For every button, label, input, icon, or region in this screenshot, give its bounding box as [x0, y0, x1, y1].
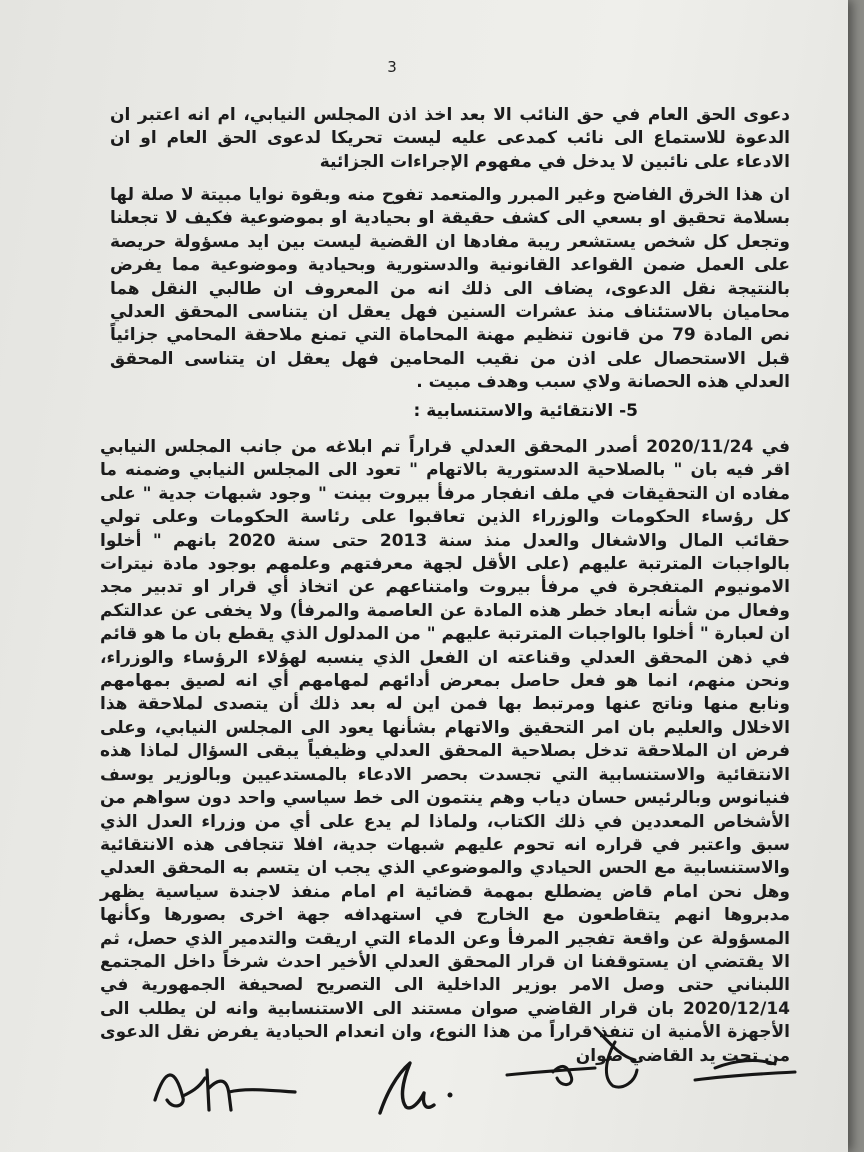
paragraph-intro [110, 104, 790, 174]
paragraph-text: ان هذا الخرق الفاضح وغير المبرر والمتعمد تفوح منه وبقوة نوايا مبيتة لا صلة لها بسلامة تحقيق او بسعي الى كشف حقيقة او بحيادية او بموضوعية فكيف لا تجعلنا وتجعل كل شخص يستشعر ريبة مفادها ان القضية ليست بين ايد مسؤولة حريصة على العمل ضمن القواعد القانونية والدستورية وبحيادية وموضوعية مما يفرض بالنتيجة نقل الدعوى، يضاف الى ذلك انه من المعروف ان طالبي النقل هما محاميان بالاستئناف منذ عشرات السنين فهل يعقل ان يتناسى المحقق العدلي نص المادة 79 من قانون تنظيم مهنة المحاماة التي تمنع ملاحقة المحامي جزائياً قبل الاستحصال على اذن من نقيب المحامين فهل يعقل ان يتناسى المحقق العدلي هذه الحصانة ولاي سبب وهدف مبيت . [110, 185, 790, 393]
signature-right [495, 1020, 805, 1105]
paragraph-breach [110, 184, 790, 395]
section-heading: 5- الانتقائية والاستنسابية : [413, 401, 638, 421]
paragraph-text: دعوى الحق العام في حق النائب الا بعد اخذ اذن المجلس النيابي، ام انه اعتبر ان الدعوة للاستماع الى نائب كمدعى عليه ليست تحريكا لدعوى الحق العام او ان الادعاء على نائبين لا يدخل في مفهوم الإجراءات الجزائية [110, 105, 790, 172]
page-number: 3 [387, 58, 397, 76]
paragraph-text: في 2020/11/24 أصدر المحقق العدلي قراراً تم ابلاغه من جانب المجلس النيابي اقر فيه بان " بالصلاحية الدستورية بالاتهام " تعود الى المجلس النيابي وضمنه ما مفاده ان التحقيقات في ملف انفجار مرفأ بيروت بينت " وجود شبهات جدية " على كل رؤساء الحكومات والوزراء الذين تعاقبوا على رئاسة الحكومات وعلى تولي حقائب المال والاشغال والعدل منذ سنة 2013 حتى سنة 2020 بانهم " أخلوا بالواجبات المترتبة عليهم (على الأقل لجهة معرفتهم وعلمهم بوجود مادة نيترات الامونيوم المتفجرة في مرفأ بيروت وامتناعهم عن اتخاذ أي قرار او تدبير مجد وفعال من شأنه ابعاد خطر هذه المادة عن العاصمة والمرفأ) ولا يخفى عن عدالتكم ان لعبارة " أخلوا بالواجبات المترتبة عليهم " من المدلول الذي يقطع بان ما هو قائم في ذهن المحقق العدلي وقناعته ان الفعل الذي ينسبه لهؤلاء الرؤساء والوزراء، ونحن منهم، انما هو فعل حاصل بمعرض أدائهم لمهامهم أي انه لصيق بمهامهم ونابع منها وناتج عنها ومرتبط بها فمن اين له بعد ذلك أن يتصدى لملاحقة هذا الاخلال والعليم بان امر التحقيق والاتهام بشأنها يعود الى المجلس النيابي، وعلى فرض ان الملاحقة تدخل بصلاحية المحقق العدلي وظيفياً يبقى السؤال لماذا هذه الانتقائية والاستنسابية التي تجسدت بحصر الادعاء بالمستدعيين وبالوزير يوسف فنيانوس وبالرئيس حسان دياب وهم ينتمون الى خط سياسي واحد دون سواهم من الأشخاص المعددين في ذلك الكتاب، ولماذا لم يدع على أي من وزراء العدل الذي سبق واعتبر في قراره انه تحوم عليهم شبهات جدية، افلا تتجافى هذه الانتقائية والاستنسابية مع الحس الحيادي والموضوعي الذي يجب ان يتسم به المحقق العدلي وهل نحن امام قاض يضطلع بمهمة قضائية ام امام منفذ لاجندة سياسية يظهر مدبروها انهم يتقاطعون مع الخارج في استهدافه جهة اخرى بصورها وكأنها المسؤولة عن واقعة تفجير المرفأ وعن الدماء التي اريقت والتدمير الذي حصل، ثم الا يقتضي ان يستوقفنا ان قرار المحقق العدلي الأخير احدث شرخاً داخل المجتمع اللبناني حتى وصل الامر بوزير الداخلية الى التصريح لصحيفة الجمهورية في 2020/12/14 بان قرار القاضي صوان مستند الى الاستنسابية وانه لن يطلب الى الأجهزة الأمنية ان تنفذ قراراً من هذا النوع، وان انعدام الحيادية يفرض نقل الدعوى من تحت يد القاضي صوان [100, 437, 790, 1066]
signature-middle [360, 1055, 460, 1125]
signature-left [145, 1048, 305, 1128]
paragraph-selectivity [100, 436, 790, 1068]
